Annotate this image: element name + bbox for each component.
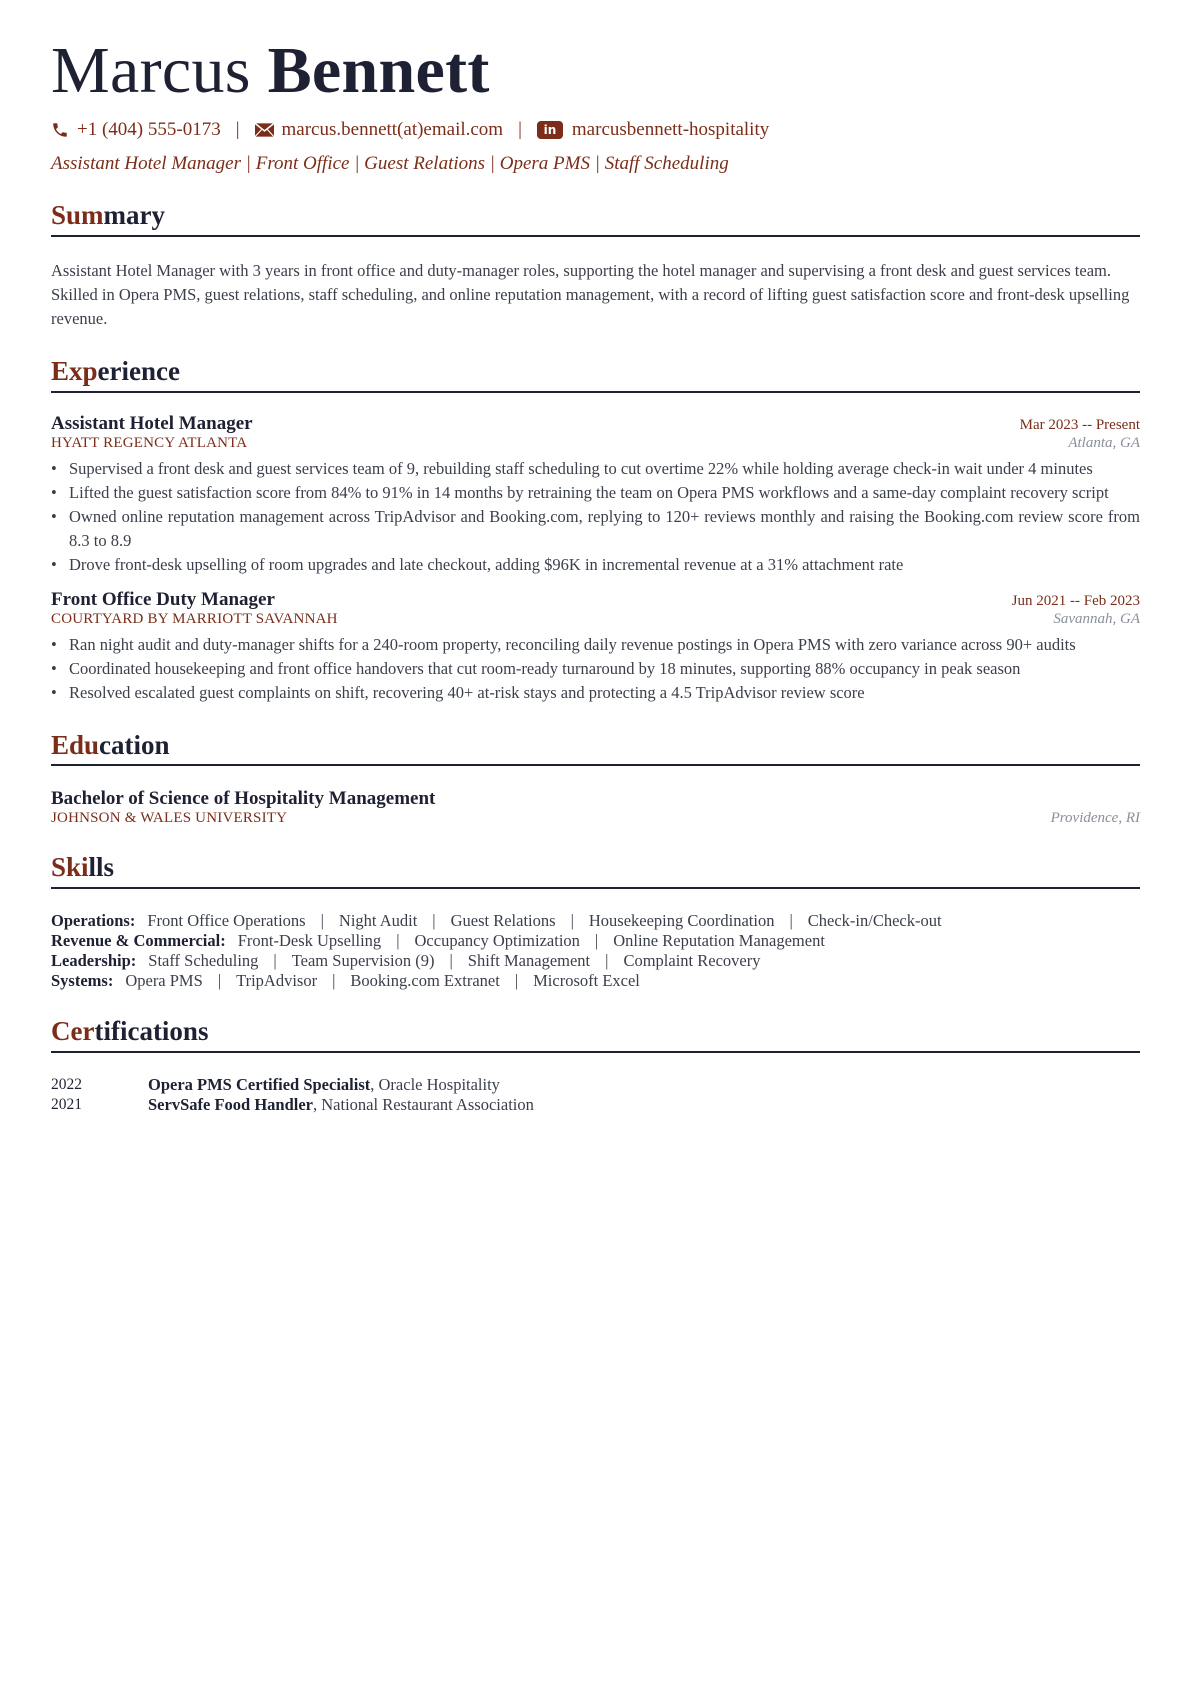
email-address: marcus.bennett(at)email.com [281, 119, 504, 141]
skill-separator: | [594, 931, 599, 951]
contact-bar [51, 117, 1140, 143]
skill-separator: | [789, 911, 793, 931]
skill-group-label: Operations: [51, 911, 136, 931]
job-title: Assistant Hotel Manager [51, 412, 253, 434]
section-heading: Skills [51, 853, 1140, 889]
certifications-section [51, 1017, 1140, 1115]
skill-separator: | [320, 911, 324, 931]
cert-name: Opera PMS Certified Specialist [148, 1074, 371, 1094]
skill-item: TripAdvisor [236, 971, 318, 991]
phone-contact[interactable] [51, 119, 221, 141]
linkedin-handle: marcusbennett-hospitality [571, 119, 770, 141]
cert-issuer: , National Restaurant Association [313, 1094, 534, 1114]
education-entry [51, 788, 1140, 827]
skill-item: Night Audit [338, 911, 418, 931]
skill-separator: | [570, 911, 574, 931]
skills-list [51, 911, 1140, 991]
skill-group [51, 951, 1140, 971]
job-dates: Jun 2021 -- Feb 2023 [1011, 592, 1140, 609]
certifications-list [51, 1075, 1140, 1115]
certification-item [51, 1075, 1140, 1095]
first-name: Marcus [51, 34, 251, 107]
email-contact[interactable] [255, 119, 504, 141]
skill-item: Guest Relations [450, 911, 556, 931]
skill-item: Opera PMS [125, 971, 203, 991]
last-name: Bennett [267, 34, 490, 107]
bullet-item: • Lifted the guest satisfaction score from 84% to 91% in 14 months by retraining the team on Opera PMS workflows and a same-day complaint recovery script [51, 481, 1140, 505]
section-heading: Experience [51, 357, 1140, 393]
contact-separator: | [235, 119, 240, 141]
skill-item: Check-in/Check-out [807, 911, 942, 931]
bullet-item: • Resolved escalated guest complaints on shift, recovering 40+ at-risk stays and protecting a 4.5 TripAdvisor review score [51, 681, 1140, 705]
contact-separator: | [518, 119, 522, 141]
skill-group-label: Leadership: [51, 951, 137, 971]
cert-year: 2022 [51, 1075, 82, 1093]
certification-item [51, 1095, 1140, 1115]
skill-group [51, 931, 1140, 951]
skill-separator: | [514, 971, 519, 991]
skill-item: Booking.com Extranet [350, 971, 500, 991]
section-heading: Summary [51, 201, 1140, 237]
skill-separator: | [605, 951, 609, 971]
skill-item: Online Reputation Management [613, 931, 825, 951]
skill-item: Housekeeping Coordination [588, 911, 775, 931]
skill-item: Shift Management [467, 951, 591, 971]
skill-item: Complaint Recovery [623, 951, 761, 971]
skills-section [51, 853, 1140, 991]
section-heading: Certifications [51, 1017, 1140, 1053]
skill-separator: | [217, 971, 222, 991]
summary-text: Assistant Hotel Manager with 3 years in front office and duty-manager roles, supporting the hotel manager and supervising a front desk and guest services team. Skilled in Opera PMS, guest relations, staff scheduling, and online reputation management, with a record of lifting guest satisfaction score and front-desk upselling revenue. [51, 260, 1130, 328]
job-location: Savannah, GA [1053, 610, 1140, 627]
skill-item: Front-Desk Upselling [237, 931, 382, 951]
skill-item: Front Office Operations [147, 911, 306, 931]
job-dates: Mar 2023 -- Present [1019, 416, 1140, 433]
phone-icon [51, 121, 69, 139]
job-entry [51, 589, 1140, 705]
bullet-item: • Ran night audit and duty-manager shifts for a 240-room property, reconciling daily revenue postings in Opera PMS with zero variance across 90+ audits [51, 633, 1140, 657]
job-location: Atlanta, GA [1068, 434, 1140, 451]
linkedin-icon: in [537, 121, 563, 139]
company-name: COURTYARD BY MARRIOTT SAVANNAH [51, 610, 338, 627]
skill-group-label: Systems: [51, 971, 114, 991]
cert-year: 2021 [51, 1095, 82, 1113]
summary-section [51, 201, 1140, 331]
education-section [51, 731, 1140, 828]
bullet-item: • Coordinated housekeeping and front office handovers that cut room-ready turnaround by 18 minutes, supporting 88% occupancy in peak season [51, 657, 1140, 681]
skill-group [51, 971, 1140, 991]
skill-item: Occupancy Optimization [414, 931, 580, 951]
bullet-item: • Supervised a front desk and guest services team of 9, rebuilding staff scheduling to cut overtime 22% while holding average check-in wait under 4 minutes [51, 457, 1140, 481]
headline-tagline: Assistant Hotel Manager | Front Office | Guest Relations | Opera PMS | Staff Scheduling [51, 153, 729, 175]
bullet-item: • Owned online reputation management across TripAdvisor and Booking.com, replying to 120+ reviews monthly and raising the Booking.com review score from 8.3 to 8.9 [51, 505, 1140, 553]
experience-section [51, 357, 1140, 705]
skill-group-label: Revenue & Commercial: [51, 931, 226, 951]
skill-item: Team Supervision (9) [291, 951, 435, 971]
phone-number: +1 (404) 555-0173 [77, 119, 221, 141]
job-entry [51, 413, 1140, 577]
envelope-icon [255, 123, 274, 137]
skill-item: Staff Scheduling [148, 951, 259, 971]
cert-name: ServSafe Food Handler [148, 1094, 313, 1114]
cert-issuer: , Oracle Hospitality [370, 1074, 500, 1094]
skill-separator: | [396, 931, 400, 951]
degree-name: Bachelor of Science of Hospitality Management [51, 788, 436, 810]
skill-separator: | [332, 971, 336, 991]
skill-item: Microsoft Excel [533, 971, 640, 991]
skill-separator: | [449, 951, 453, 971]
school-name: JOHNSON & WALES UNIVERSITY [51, 810, 288, 827]
skill-separator: | [273, 951, 277, 971]
company-name: HYATT REGENCY ATLANTA [51, 434, 248, 451]
skill-separator: | [432, 911, 436, 931]
job-bullets [51, 633, 1140, 705]
job-title: Front Office Duty Manager [51, 588, 275, 610]
school-location: Providence, RI [1050, 810, 1140, 827]
candidate-name [51, 36, 1140, 105]
bullet-item: • Drove front-desk upselling of room upgrades and late checkout, adding $96K in incremental revenue at a 31% attachment rate [51, 553, 1140, 577]
linkedin-contact[interactable] [537, 119, 769, 141]
skill-group [51, 911, 1140, 931]
job-bullets [51, 457, 1140, 577]
section-heading: Education [51, 731, 1140, 767]
